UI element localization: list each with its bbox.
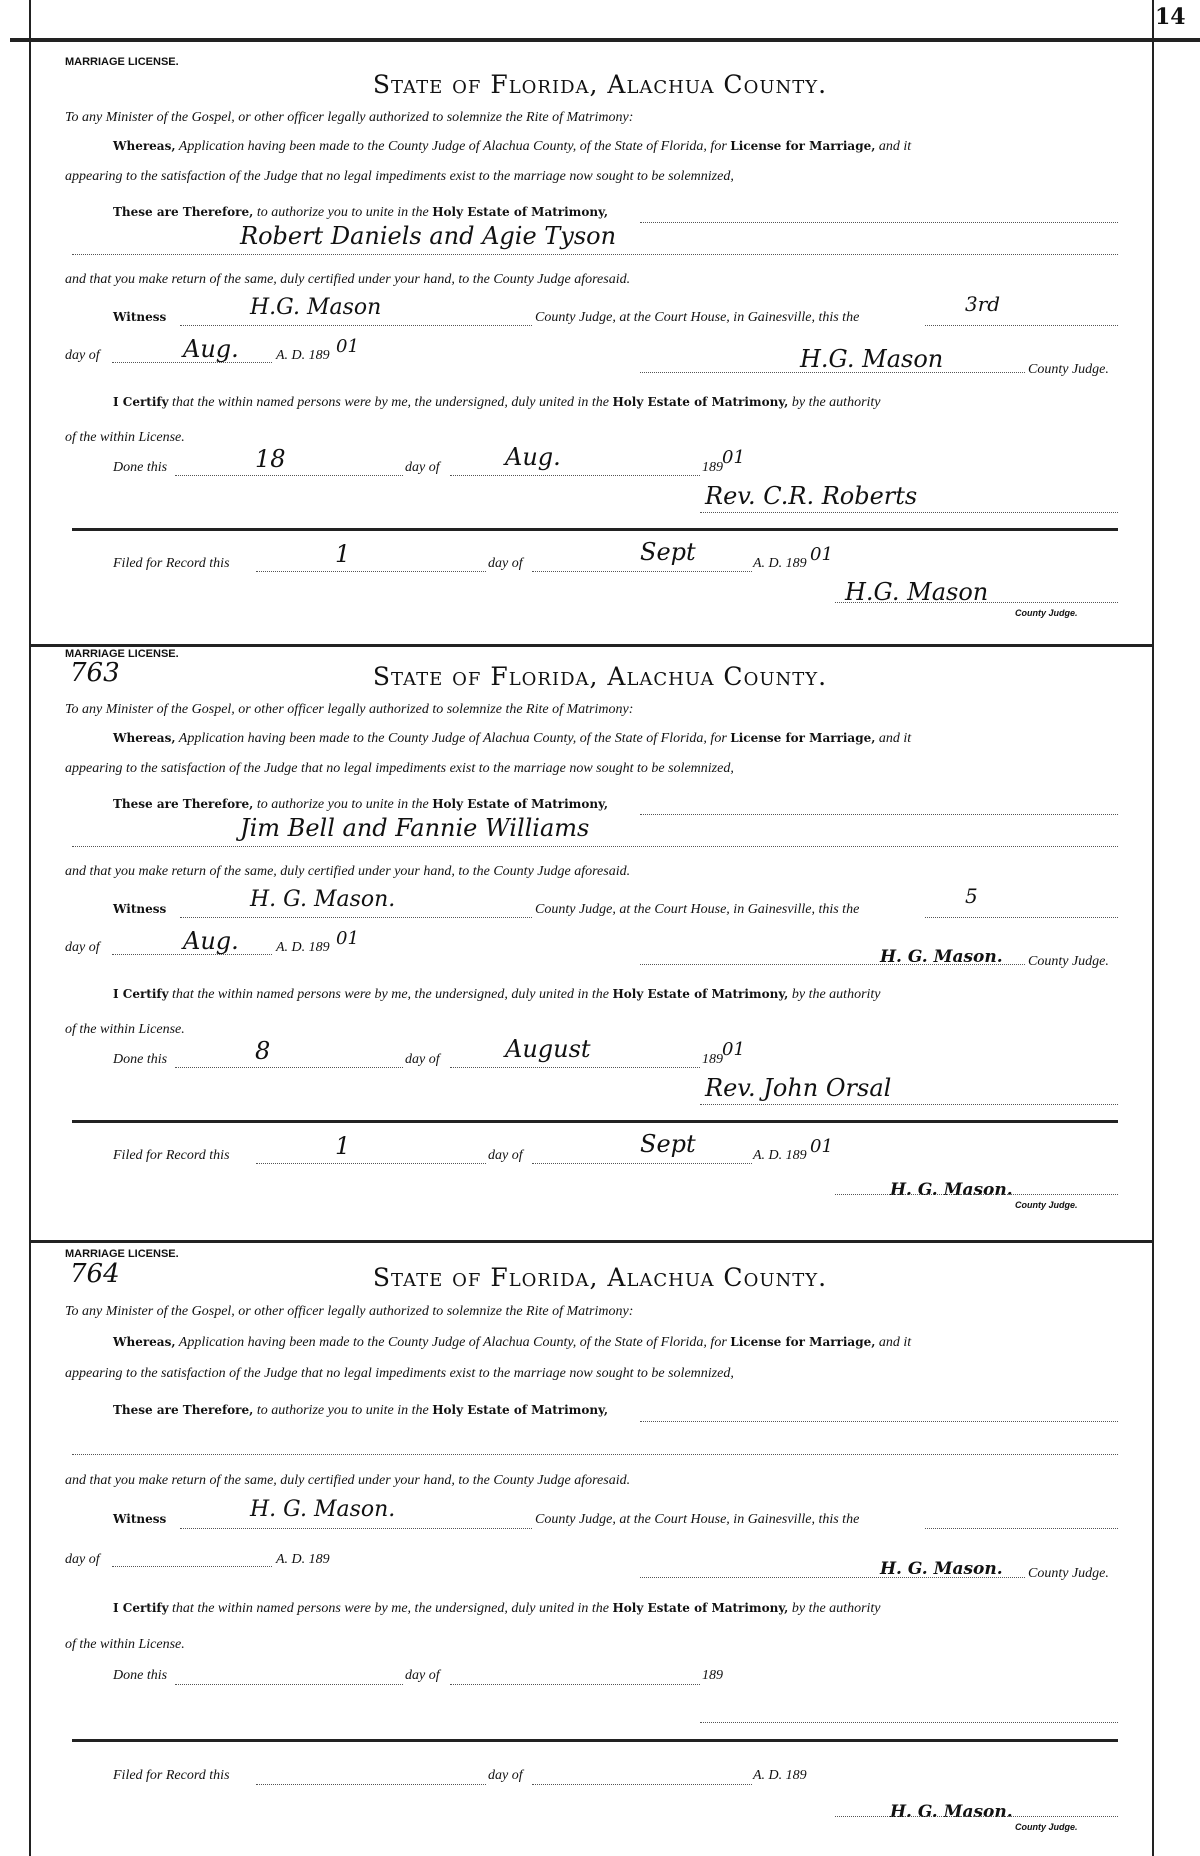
witness-line: [180, 325, 532, 326]
done-day: 8: [255, 1037, 271, 1065]
license-number: 764: [70, 1259, 120, 1289]
names-line: [72, 846, 1118, 847]
filed-label: Filed for Record this: [113, 1148, 230, 1163]
done-day-of-label: day of: [405, 1668, 440, 1683]
names-line: [72, 254, 1118, 255]
appearing-line: appearing to the satisfaction of the Judge that no legal impediments exist to the marriage now sought to be solemnized,: [65, 1366, 734, 1381]
whereas-text: Application having been made to the County Judge of Alachua County, of the State of Florida, for: [178, 139, 727, 154]
done-day-of-label: day of: [405, 1052, 440, 1067]
whereas-text: Application having been made to the County Judge of Alachua County, of the State of Florida, for: [178, 731, 727, 746]
witness-label: Witness: [113, 902, 167, 916]
within-license: of the within License.: [65, 1637, 185, 1652]
day-of-label: day of: [65, 940, 100, 955]
done-this-label: Done this: [113, 1668, 168, 1683]
filed-county-judge-label: County Judge.: [1015, 1200, 1078, 1210]
return-line: and that you make return of the same, duly certified under your hand, to the County Judge aforesaid.: [65, 1473, 631, 1488]
whereas-word: Whereas,: [113, 731, 176, 745]
license-label: MARRIAGE LICENSE.: [65, 1248, 179, 1260]
couple-names: Robert Daniels and Agie Tyson: [240, 222, 617, 250]
filed-judge-signature: H. G. Mason.: [890, 1180, 1013, 1200]
whereas-text: Application having been made to the County Judge of Alachua County, of the State of Florida, for: [178, 1335, 727, 1350]
done-year-label: 189: [702, 1052, 723, 1067]
officiant-signature: Rev. C.R. Roberts: [705, 482, 918, 510]
names-line: [72, 1454, 1118, 1455]
filed-county-judge-label: County Judge.: [1015, 608, 1078, 618]
salutation: To any Minister of the Gospel, or other officer legally authorized to solemnize the Rite of Matrimony:: [65, 110, 634, 125]
whereas-line: [113, 139, 911, 155]
certify-end: by the authority: [791, 1601, 881, 1616]
filing-divider: [72, 1739, 1118, 1742]
done-year-label: 189: [702, 460, 723, 475]
holy-estate: Holy Estate of Matrimony,: [432, 797, 609, 811]
done-year: 01: [722, 447, 745, 468]
issue-day-line: [925, 1528, 1118, 1529]
i-certify: I Certify: [113, 987, 169, 1001]
form-title: State of Florida, Alachua County.: [372, 1263, 828, 1292]
filed-ad-label: A. D. 189: [753, 1148, 807, 1163]
done-day-line: [175, 1684, 403, 1685]
filed-day-of-label: day of: [488, 1768, 523, 1783]
authorize-text: to authorize you to unite in the: [256, 205, 429, 220]
names-leader: [640, 1421, 1118, 1422]
names-leader: [640, 814, 1118, 815]
certify-text: that the within named persons were by me, the undersigned, duly united in the: [172, 987, 609, 1002]
issue-year: 01: [336, 336, 359, 357]
done-month: Aug.: [505, 443, 561, 471]
issue-month: Aug.: [183, 927, 239, 955]
filed-year: 01: [810, 544, 833, 565]
filed-ad-label: A. D. 189: [753, 556, 807, 571]
these-are-line: [113, 1403, 608, 1419]
whereas-end: and it: [878, 1335, 912, 1350]
filed-day-line: [256, 1784, 486, 1785]
names-leader: [640, 222, 1118, 223]
holy-estate: Holy Estate of Matrimony,: [432, 205, 609, 219]
ad-label: A. D. 189: [276, 1552, 330, 1567]
witness-signature: H.G. Mason: [250, 295, 382, 320]
done-this-label: Done this: [113, 1052, 168, 1067]
witness-label: Witness: [113, 1512, 167, 1526]
filing-divider: [72, 528, 1118, 531]
filed-county-judge-label: County Judge.: [1015, 1822, 1078, 1832]
within-license: of the within License.: [65, 1022, 185, 1037]
whereas-line: [113, 731, 911, 747]
filed-day-of-label: day of: [488, 556, 523, 571]
court-house-text: County Judge, at the Court House, in Gainesville, this the: [535, 1512, 860, 1527]
filed-month: Sept: [640, 1130, 696, 1158]
witness-signature: H. G. Mason.: [250, 1497, 396, 1522]
certify-text: that the within named persons were by me, the undersigned, duly united in the: [172, 395, 609, 410]
whereas-end: and it: [878, 731, 912, 746]
return-line: and that you make return of the same, duly certified under your hand, to the County Judge aforesaid.: [65, 272, 631, 287]
ad-label: A. D. 189: [276, 940, 330, 955]
license-label: MARRIAGE LICENSE.: [65, 56, 179, 68]
officiant-line: [700, 512, 1118, 513]
filing-divider: [72, 1120, 1118, 1123]
filed-month: Sept: [640, 538, 696, 566]
officiant-line: [700, 1104, 1118, 1105]
these-are-line: [113, 205, 608, 221]
whereas-word: Whereas,: [113, 1335, 176, 1349]
i-certify: I Certify: [113, 1601, 169, 1615]
issue-month-line: [112, 1566, 272, 1567]
filed-day-line: [256, 1163, 486, 1164]
marriage-license-record: [0, 592, 1200, 1210]
witness-signature: H. G. Mason.: [250, 887, 396, 912]
filed-ad-label: A. D. 189: [753, 1768, 807, 1783]
filed-day: 1: [335, 1132, 351, 1160]
judge-signature: H. G. Mason.: [880, 947, 1003, 967]
done-day-line: [175, 1067, 403, 1068]
appearing-line: appearing to the satisfaction of the Judge that no legal impediments exist to the marriage now sought to be solemnized,: [65, 761, 734, 776]
filed-year: 01: [810, 1136, 833, 1157]
filed-month-line: [532, 1163, 752, 1164]
couple-names: Jim Bell and Fannie Williams: [240, 814, 590, 842]
license-for-marriage: License for Marriage,: [730, 1335, 876, 1349]
county-judge-label: County Judge.: [1028, 954, 1109, 969]
marriage-license-record: [0, 0, 1200, 618]
holy-estate: Holy Estate of Matrimony,: [432, 1403, 609, 1417]
judge-signature: H.G. Mason: [800, 345, 944, 373]
whereas-word: Whereas,: [113, 139, 176, 153]
witness-label: Witness: [113, 310, 167, 324]
salutation: To any Minister of the Gospel, or other officer legally authorized to solemnize the Rite of Matrimony:: [65, 1304, 634, 1319]
holy-estate-certify: Holy Estate of Matrimony,: [612, 987, 789, 1001]
license-label: MARRIAGE LICENSE.: [65, 648, 179, 660]
certify-line: [113, 987, 881, 1003]
filed-month-line: [532, 1784, 752, 1785]
ad-label: A. D. 189: [276, 348, 330, 363]
these-are-therefore: These are Therefore,: [113, 797, 254, 811]
these-are-line: [113, 797, 608, 813]
done-day: 18: [255, 445, 286, 473]
license-for-marriage: License for Marriage,: [730, 139, 876, 153]
filed-month-line: [532, 571, 752, 572]
certify-text: that the within named persons were by me, the undersigned, duly united in the: [172, 1601, 609, 1616]
issue-day: 3rd: [965, 292, 1001, 316]
filed-day-of-label: day of: [488, 1148, 523, 1163]
form-title: State of Florida, Alachua County.: [372, 70, 828, 99]
issue-year: 01: [336, 928, 359, 949]
authorize-text: to authorize you to unite in the: [256, 797, 429, 812]
issue-day: 5: [965, 884, 978, 908]
holy-estate-certify: Holy Estate of Matrimony,: [612, 395, 789, 409]
certify-end: by the authority: [791, 987, 881, 1002]
certify-line: [113, 1601, 881, 1617]
appearing-line: appearing to the satisfaction of the Judge that no legal impediments exist to the marriage now sought to be solemnized,: [65, 169, 734, 184]
license-number: 763: [70, 658, 120, 688]
witness-line: [180, 917, 532, 918]
done-month-line: [450, 1684, 700, 1685]
done-this-label: Done this: [113, 460, 168, 475]
filed-day-line: [256, 571, 486, 572]
county-judge-label: County Judge.: [1028, 1566, 1109, 1581]
witness-line: [180, 1528, 532, 1529]
certify-end: by the authority: [791, 395, 881, 410]
court-house-text: County Judge, at the Court House, in Gainesville, this the: [535, 310, 860, 325]
i-certify: I Certify: [113, 395, 169, 409]
day-of-label: day of: [65, 1552, 100, 1567]
done-year: 01: [722, 1039, 745, 1060]
officiant-signature: Rev. John Orsal: [705, 1074, 892, 1102]
officiant-line: [700, 1722, 1118, 1723]
these-are-therefore: These are Therefore,: [113, 205, 254, 219]
these-are-therefore: These are Therefore,: [113, 1403, 254, 1417]
authorize-text: to authorize you to unite in the: [256, 1403, 429, 1418]
filed-judge-signature: H. G. Mason.: [890, 1802, 1013, 1822]
done-year-label: 189: [702, 1668, 723, 1683]
whereas-line: [113, 1335, 911, 1351]
within-license: of the within License.: [65, 430, 185, 445]
form-title: State of Florida, Alachua County.: [372, 662, 828, 691]
day-of-label: day of: [65, 348, 100, 363]
issue-month: Aug.: [183, 335, 239, 363]
license-for-marriage: License for Marriage,: [730, 731, 876, 745]
filed-judge-signature: H.G. Mason: [845, 578, 989, 606]
court-house-text: County Judge, at the Court House, in Gainesville, this the: [535, 902, 860, 917]
salutation: To any Minister of the Gospel, or other officer legally authorized to solemnize the Rite of Matrimony:: [65, 702, 634, 717]
done-month-line: [450, 475, 700, 476]
page-number: 14: [1155, 4, 1186, 30]
marriage-license-record: [0, 1190, 1200, 1832]
whereas-end: and it: [878, 139, 912, 154]
county-judge-label: County Judge.: [1028, 362, 1109, 377]
done-day-line: [175, 475, 403, 476]
issue-day-line: [925, 917, 1118, 918]
filed-signature-line: [835, 1816, 1118, 1817]
filed-day: 1: [335, 540, 351, 568]
filed-label: Filed for Record this: [113, 556, 230, 571]
holy-estate-certify: Holy Estate of Matrimony,: [612, 1601, 789, 1615]
issue-day-line: [925, 325, 1118, 326]
done-day-of-label: day of: [405, 460, 440, 475]
done-month: August: [505, 1035, 591, 1063]
judge-signature: H. G. Mason.: [880, 1559, 1003, 1579]
return-line: and that you make return of the same, duly certified under your hand, to the County Judge aforesaid.: [65, 864, 631, 879]
certify-line: [113, 395, 881, 411]
filed-label: Filed for Record this: [113, 1768, 230, 1783]
done-month-line: [450, 1067, 700, 1068]
